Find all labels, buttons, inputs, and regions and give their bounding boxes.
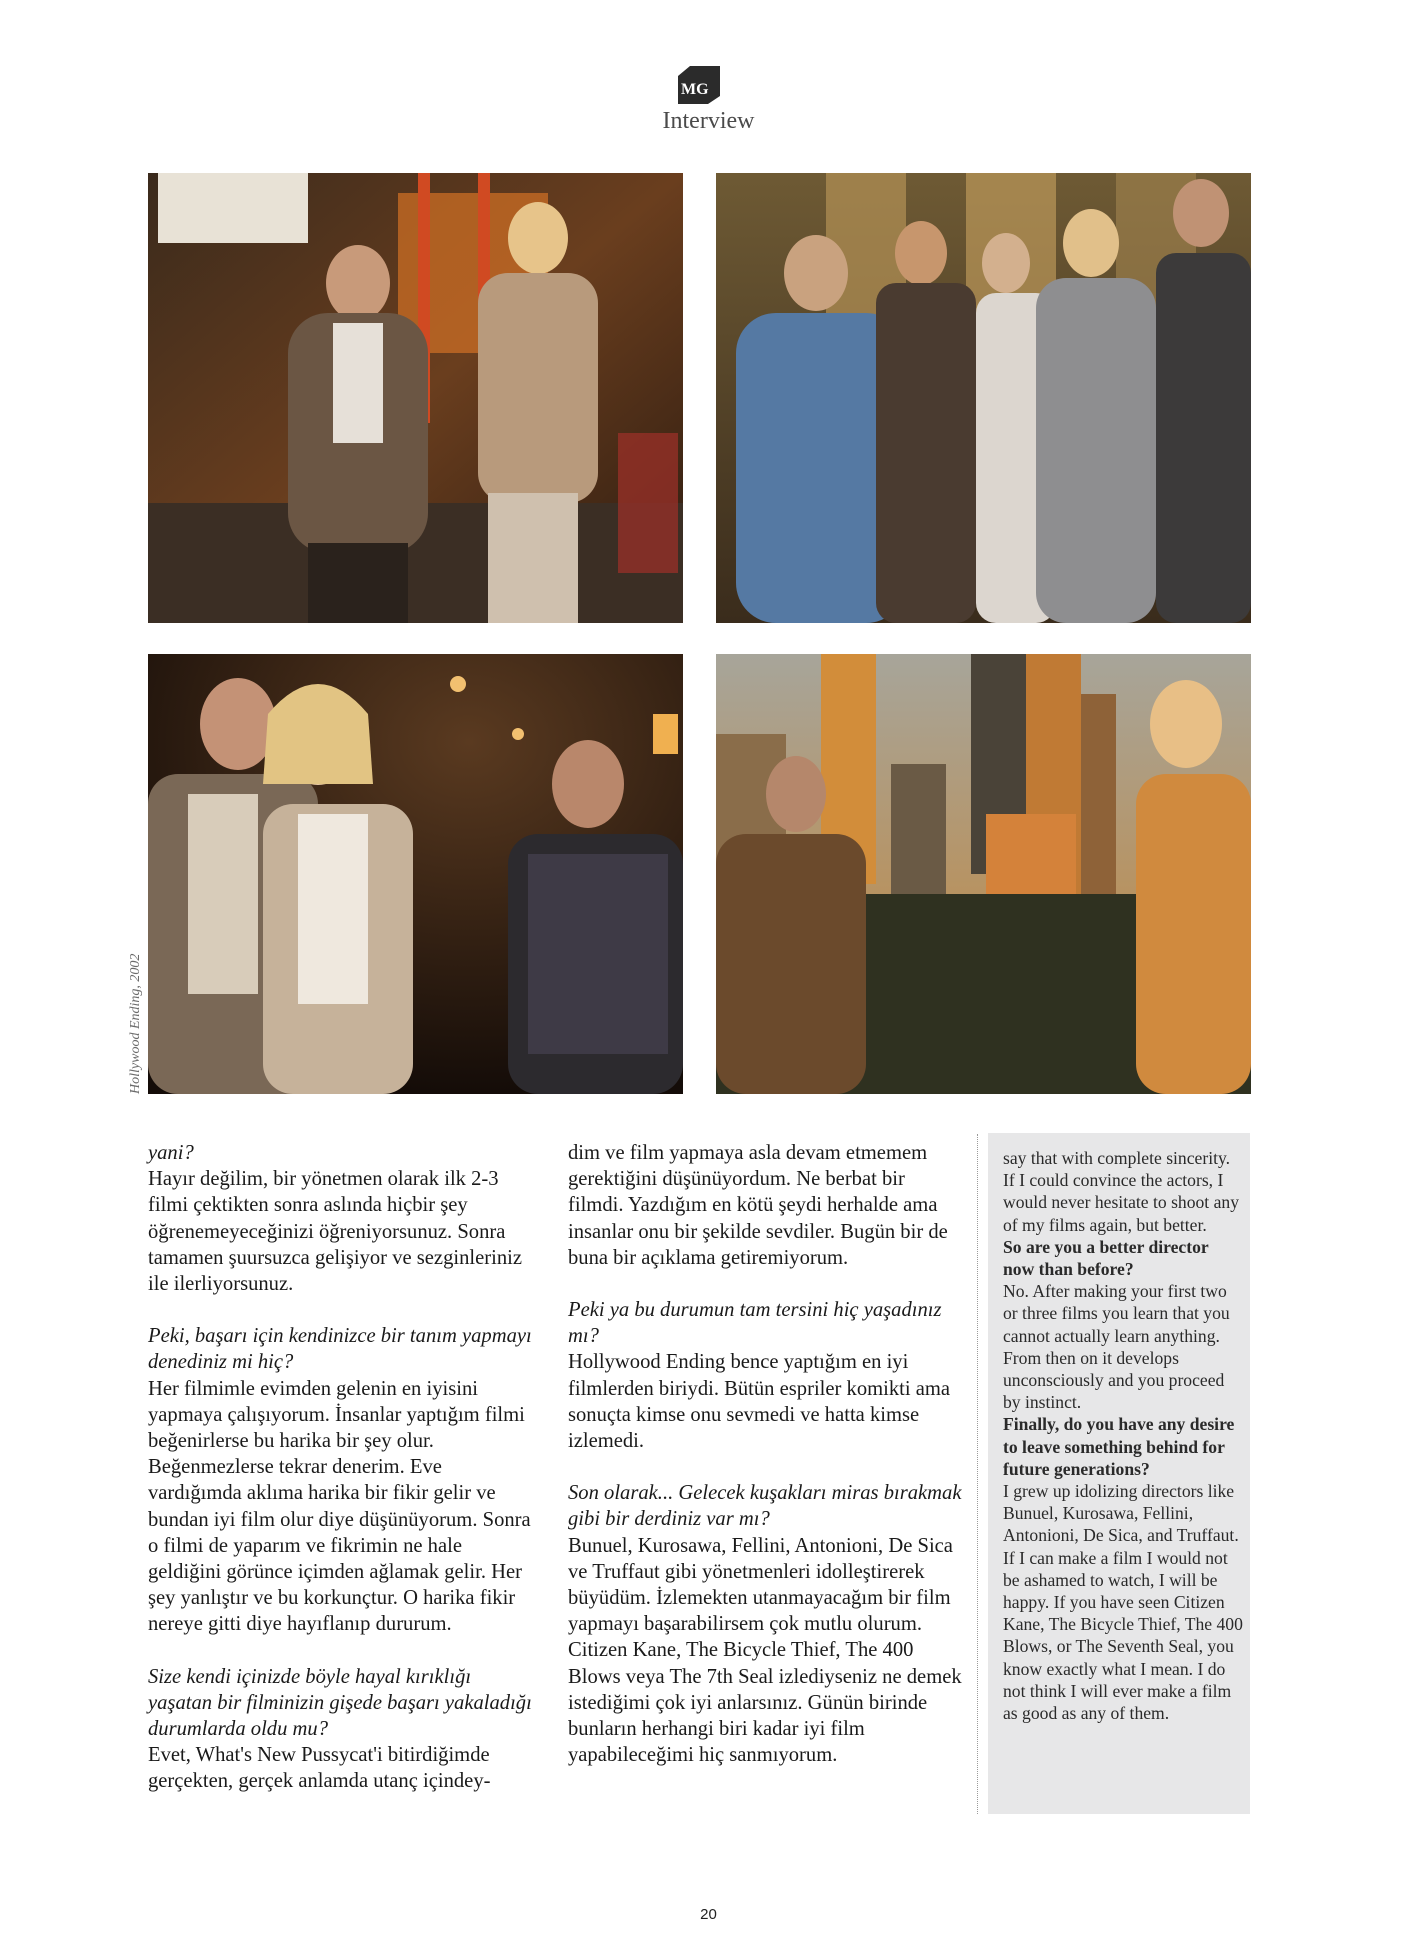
article-column-1 [148,1140,540,1795]
photo-2 [716,173,1251,623]
photo-3 [148,654,683,1094]
english-sidebar-text [1003,1147,1243,1724]
mg-logo [678,66,720,104]
column-divider [977,1134,978,1814]
question-text: Size kendi içinizde böyle hayal kırıklığı yaşatan bir filminizin gişede başarı yakaladığı durumlarda oldu mu? [148,1665,532,1741]
article-column-2 [568,1140,964,1768]
answer-text: Evet, What's New Pussycat'i bitirdiğimde gerçekten, gerçek anlamda utanç içindey- [148,1744,491,1793]
photo-4 [716,654,1251,1094]
answer-text: No. After making your first two or three films you learn that you cannot actually learn anything. From then on it develops unconsciously and you proceed by instinct. [1003,1281,1230,1413]
answer-text: say that with complete sincerity. If I could convince the actors, I would never hesitate to shoot any of my films again, but better. [1003,1148,1239,1235]
answer-text: Hollywood Ending bence yaptığım en iyi filmlerden biriydi. Bütün espriler komikti ama sonuçta kimse onu sevmedi ve hatta kimse izlemedi. [568,1351,951,1453]
question-text: Peki, başarı için kendinizce bir tanım yapmayı denediniz mi hiç? [148,1325,532,1374]
page-number: 20 [700,1906,717,1923]
answer-text: I grew up idolizing directors like Bunuel, Kurosawa, Fellini, Antonioni, De Sica, and Truffaut. If I can make a film I would not be ashamed to watch, I will be happy. If you have seen Citizen Kane, The Bicycle Thief, The 400 Blows, or The Seventh Seal, you know exactly what I mean. I do not think I will ever make a film as good as any of them. [1003,1481,1243,1724]
photo-1 [148,173,683,623]
photo-caption: Hollywood Ending, 2002 [128,953,143,1094]
question-text: Son olarak... Gelecek kuşakları miras bırakmak gibi bir derdiniz var mı? [568,1482,962,1531]
question-text: Finally, do you have any desire to leave something behind for future generations? [1003,1414,1235,1479]
answer-text: Her filmimle evimden gelenin en iyisini yapmaya çalışıyorum. İnsanlar yaptığım filmi beğenirlerse bu harika bir şey olur. Beğenmezlerse tekrar denerim. Eve vardığımda aklıma harika bir fikir gelir ve bundan iyi film olur diye düşünüyorum. Sonra o filmi de yaparım ve fikrimin ne hale geldiğini görünce içimden ağlamak gelir. Her şey yanlıştır ve bu korkunçtur. O harika fikir nereye gitti diye hayıflanıp dururum. [148,1377,531,1636]
question-text: yani? [148,1142,194,1164]
question-text: Peki ya bu durumun tam tersini hiç yaşadınız mı? [568,1299,942,1348]
logo-text: MG [681,81,709,98]
question-text: So are you a better director now than before? [1003,1236,1209,1280]
section-title: Interview [662,108,755,134]
answer-text: Hayır değilim, bir yönetmen olarak ilk 2-3 filmi çektikten sonra aslında hiçbir şey öğrenemeyeceğinizi öğreniyorsunuz. Sonra tamamen şuursuzca gelişiyor ve sezginleriniz ile ilerliyorsunuz. [148,1168,522,1296]
answer-text: dim ve film yapmaya asla devam etmemem gerektiğini düşünüyordum. Ne berbat bir filmdi. Yazdığım en kötü şeydi herhalde ama insanlar onu bir şekilde sevdiler. Bugün bir de buna bir açıklama getiremiyorum. [568,1142,948,1269]
answer-text: Bunuel, Kurosawa, Fellini, Antonioni, De Sica ve Truffaut gibi yönetmenleri idolleştirerek büyüdüm. İzlemekten utanmayacağım bir film yapmayı başarabilirsem çok mutlu olurum. Citizen Kane, The Bicycle Thief, The 400 Blows veya The 7th Seal izlediyseniz ne demek istediğimi çok iyi anlarsınız. Günün birinde bunların herhangi biri kadar iyi film yapabileceğimi hiç sanmıyorum. [568,1534,962,1767]
